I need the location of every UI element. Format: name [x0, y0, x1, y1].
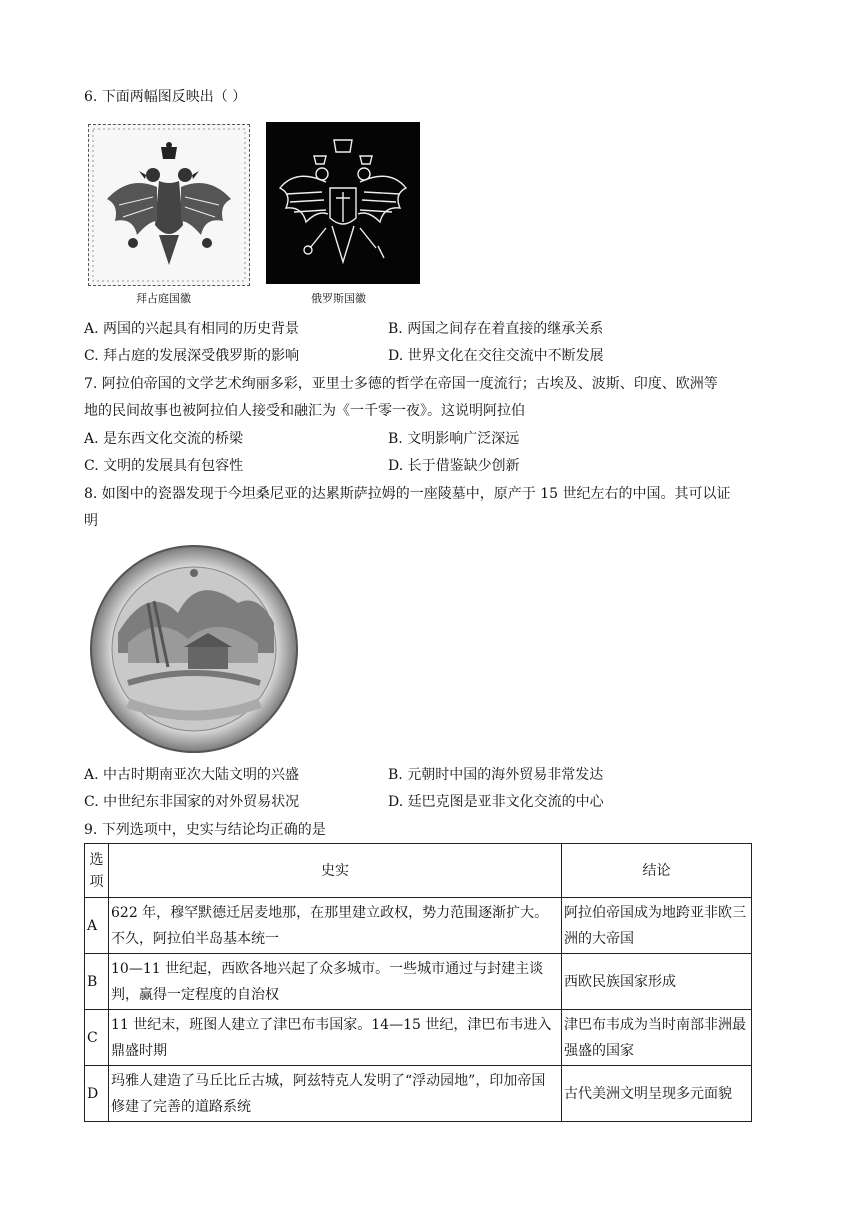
q7-stem-line1: 7. 阿拉伯帝国的文学艺术绚丽多彩，亚里士多德的哲学在帝国一度流行；古埃及、波斯、印度、欧洲等: [84, 376, 718, 392]
double-headed-eagle-icon: [89, 125, 249, 285]
q7-option-b: B. 文明影响广泛深远: [388, 431, 520, 447]
caption-byzantine: 拜占庭国徽: [136, 292, 191, 305]
row-fact: 11 世纪末，班图人建立了津巴布韦国家。14—15 世纪，津巴布韦进入鼎盛时期: [109, 1010, 562, 1066]
header-fact: 史实: [109, 844, 562, 898]
russian-emblem-image: [266, 122, 420, 284]
row-option: B: [85, 954, 109, 1010]
q6-option-a: A. 两国的兴起具有相同的历史背景: [84, 321, 300, 337]
caption-russia: 俄罗斯国徽: [311, 292, 366, 305]
row-option: C: [85, 1010, 109, 1066]
row-conclusion: 阿拉伯帝国成为地跨亚非欧三洲的大帝国: [562, 898, 752, 954]
q9-table: [84, 843, 752, 1122]
q8-stem-line1: 8. 如图中的瓷器发现于今坦桑尼亚的达累斯萨拉姆的一座陵墓中，原产于 15 世纪左右的中国。其可以证: [84, 486, 731, 502]
row-option: D: [85, 1066, 109, 1122]
row-option: A: [85, 898, 109, 954]
q7-option-a: A. 是东西文化交流的桥梁: [84, 431, 244, 447]
q6-stem: 6. 下面两幅图反映出（ ）: [84, 89, 247, 105]
table-row: [85, 1066, 752, 1122]
header-option: 选项: [85, 844, 109, 898]
row-conclusion: 津巴布韦成为当时南部非洲最强盛的国家: [562, 1010, 752, 1066]
header-conclusion: 结论: [562, 844, 752, 898]
q7-option-c: C. 文明的发展具有包容性: [84, 458, 244, 474]
table-header-row: [85, 844, 752, 898]
q7-option-d: D. 长于借鉴缺少创新: [388, 458, 520, 474]
porcelain-plate-image: [88, 543, 300, 755]
q7-stem-line2: 地的民间故事也被阿拉伯人接受和融汇为《一千零一夜》。这说明阿拉伯: [84, 403, 525, 419]
table-row: [85, 898, 752, 954]
row-conclusion: 西欧民族国家形成: [562, 954, 752, 1010]
row-fact: 玛雅人建造了马丘比丘古城，阿兹特克人发明了“浮动园地”，印加帝国修建了完善的道路系统: [109, 1066, 562, 1122]
q8-option-b: B. 元朝时中国的海外贸易非常发达: [388, 767, 604, 783]
q8-option-a: A. 中古时期南亚次大陆文明的兴盛: [84, 767, 300, 783]
q6-option-c: C. 拜占庭的发展深受俄罗斯的影响: [84, 348, 300, 364]
porcelain-plate-icon: [88, 543, 300, 755]
q8-option-c: C. 中世纪东非国家的对外贸易状况: [84, 794, 300, 810]
q8-option-d: D. 廷巴克图是亚非文化交流的中心: [388, 794, 604, 810]
double-headed-eagle-icon: [266, 122, 420, 284]
row-conclusion: 古代美洲文明呈现多元面貌: [562, 1066, 752, 1122]
q6-option-d: D. 世界文化在交往交流中不断发展: [388, 348, 604, 364]
q6-option-b: B. 两国之间存在着直接的继承关系: [388, 321, 604, 337]
byzantine-emblem-image: [88, 124, 250, 286]
q9-stem: 9. 下列选项中，史实与结论均正确的是: [84, 822, 326, 838]
row-fact: 10—11 世纪起，西欧各地兴起了众多城市。一些城市通过与封建主谈判，赢得一定程度的自治权: [109, 954, 562, 1010]
table-row: [85, 954, 752, 1010]
row-fact: 622 年，穆罕默德迁居麦地那，在那里建立政权，势力范围逐渐扩大。不久，阿拉伯半岛基本统一: [109, 898, 562, 954]
q8-stem-line2: 明: [84, 513, 98, 529]
table-row: [85, 1010, 752, 1066]
